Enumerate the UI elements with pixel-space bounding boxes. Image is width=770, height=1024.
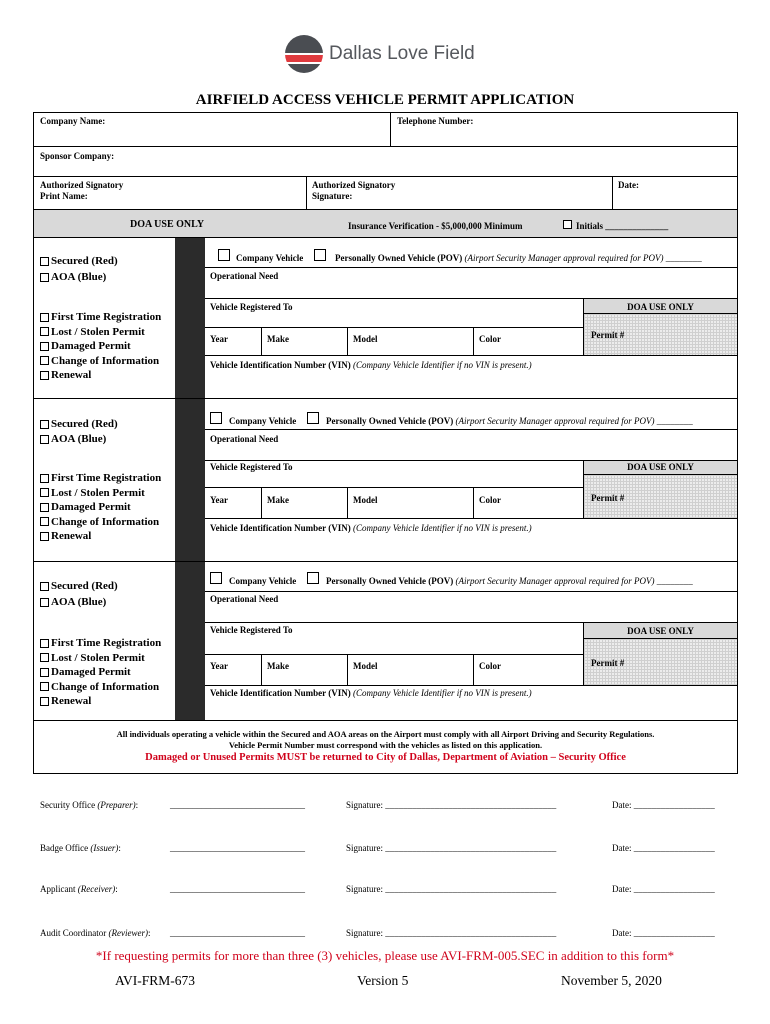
secured-option[interactable]: [40, 417, 118, 432]
year-label: Year: [210, 495, 228, 505]
initials-checkbox[interactable]: [563, 220, 572, 229]
lost-label: Lost / Stolen Permit: [51, 325, 145, 338]
damaged-label: Damaged Permit: [51, 340, 131, 352]
renewal-label: Renewal: [51, 369, 92, 381]
initials-label: Initials ______________: [576, 221, 669, 231]
name-line[interactable]: ______________________________: [170, 928, 305, 938]
role-label: Applicant (Receiver):: [40, 884, 118, 894]
secured-option[interactable]: [40, 579, 118, 594]
lost-label: Lost / Stolen Permit: [51, 486, 145, 499]
lost-option[interactable]: [40, 325, 145, 340]
secured-checkbox[interactable]: [40, 420, 49, 429]
model-label: Model: [353, 495, 378, 505]
role-label: Security Office (Preparer):: [40, 800, 139, 810]
name-line[interactable]: ______________________________: [170, 884, 305, 894]
pov-label: Personally Owned Vehicle (POV) (Airport Security Manager approval required for POV) ________: [335, 253, 702, 263]
company-vehicle-checkbox[interactable]: [218, 249, 230, 261]
date-label: Date:: [618, 180, 639, 190]
model-label: Model: [353, 661, 378, 671]
damaged-checkbox[interactable]: [40, 342, 49, 351]
first-time-label: First Time Registration: [51, 472, 162, 484]
color-label: Color: [479, 334, 501, 344]
notice-line-2: Vehicle Permit Number must correspond with the vehicles as listed on this application.: [228, 740, 543, 750]
registered-to-label: Vehicle Registered To: [210, 462, 293, 472]
aoa-label: AOA (Blue): [51, 433, 107, 445]
pov-checkbox[interactable]: [307, 412, 319, 424]
secured-option[interactable]: [40, 254, 118, 269]
damaged-label: Damaged Permit: [51, 501, 131, 513]
aoa-checkbox[interactable]: [40, 435, 49, 444]
signature-line[interactable]: Signature: ______________________________________: [346, 928, 557, 938]
lost-option[interactable]: [40, 486, 145, 501]
logo: [283, 33, 473, 75]
damaged-option[interactable]: [40, 500, 131, 515]
lost-label: Lost / Stolen Permit: [51, 651, 145, 664]
signature-line[interactable]: Signature: ______________________________________: [346, 884, 557, 894]
first-time-label: First Time Registration: [51, 311, 162, 323]
year-label: Year: [210, 334, 228, 344]
change-checkbox[interactable]: [40, 517, 49, 526]
first-time-option[interactable]: [40, 310, 161, 325]
aoa-label: AOA (Blue): [51, 271, 107, 283]
auth-print-label-2: Print Name:: [40, 191, 88, 201]
first-time-option[interactable]: [40, 636, 161, 651]
first-time-checkbox[interactable]: [40, 639, 49, 648]
insurance-label: Insurance Verification - $5,000,000 Minimum: [348, 221, 523, 231]
lost-option[interactable]: [40, 651, 145, 666]
signature-line[interactable]: Signature: ______________________________________: [346, 843, 557, 853]
pov-label: Personally Owned Vehicle (POV) (Airport Security Manager approval required for POV) ________: [326, 416, 693, 426]
company-name-label: Company Name:: [40, 116, 106, 126]
name-line[interactable]: ______________________________: [170, 843, 305, 853]
damaged-checkbox[interactable]: [40, 668, 49, 677]
company-vehicle-checkbox[interactable]: [210, 412, 222, 424]
company-vehicle-checkbox[interactable]: [210, 572, 222, 584]
change-checkbox[interactable]: [40, 356, 49, 365]
sponsor-company-label: Sponsor Company:: [40, 151, 115, 161]
operational-need-label: Operational Need: [210, 434, 279, 444]
registered-to-label: Vehicle Registered To: [210, 302, 293, 312]
notice-red: Damaged or Unused Permits MUST be returned to City of Dallas, Department of Aviation – Security Office: [145, 752, 626, 763]
permit-label: Permit #: [591, 493, 625, 503]
auth-sig-label-1: Authorized Signatory: [312, 180, 396, 190]
permit-label: Permit #: [591, 658, 625, 668]
make-label: Make: [267, 495, 289, 505]
page-title: AIRFIELD ACCESS VEHICLE PERMIT APPLICATION: [195, 92, 575, 108]
auth-sig-label-2: Signature:: [312, 191, 353, 201]
first-time-option[interactable]: [40, 471, 161, 486]
aoa-label: AOA (Blue): [51, 596, 107, 608]
telephone-label: Telephone Number:: [397, 116, 474, 126]
renewal-label: Renewal: [51, 695, 92, 707]
pov-checkbox[interactable]: [314, 249, 326, 261]
pov-checkbox[interactable]: [307, 572, 319, 584]
change-option[interactable]: [40, 680, 159, 695]
signature-line[interactable]: Signature: ______________________________________: [346, 800, 557, 810]
footer-note: *If requesting permits for more than three (3) vehicles, please use AVI-FRM-005.SEC in addition to this form*: [95, 948, 675, 963]
dallas-love-field-logo-icon: [283, 33, 325, 75]
version: Version 5: [357, 973, 409, 988]
secured-label: Secured (Red): [51, 580, 118, 592]
renewal-checkbox[interactable]: [40, 697, 49, 706]
secured-checkbox[interactable]: [40, 257, 49, 266]
aoa-option[interactable]: [40, 595, 106, 610]
doa-use-only-label: DOA USE ONLY: [130, 219, 205, 230]
lost-checkbox[interactable]: [40, 653, 49, 662]
company-vehicle-label: Company Vehicle: [229, 416, 297, 426]
name-line[interactable]: ______________________________: [170, 800, 305, 810]
first-time-checkbox[interactable]: [40, 474, 49, 483]
vin-label: Vehicle Identification Number (VIN) (Company Vehicle Identifier if no VIN is present.): [210, 688, 532, 698]
doa-use-only-small: DOA USE ONLY: [627, 302, 694, 312]
role-label: Badge Office (Issuer):: [40, 843, 121, 853]
pov-label: Personally Owned Vehicle (POV) (Airport Security Manager approval required for POV) ________: [326, 576, 693, 586]
doa-use-only-small: DOA USE ONLY: [627, 462, 694, 472]
renewal-checkbox[interactable]: [40, 371, 49, 380]
secured-checkbox[interactable]: [40, 582, 49, 591]
model-label: Model: [353, 334, 378, 344]
change-checkbox[interactable]: [40, 682, 49, 691]
renewal-option[interactable]: [40, 694, 91, 709]
color-label: Color: [479, 495, 501, 505]
damaged-label: Damaged Permit: [51, 666, 131, 678]
form-id: AVI-FRM-673: [115, 973, 196, 988]
brand-name: Dallas Love Field: [329, 43, 475, 64]
damaged-checkbox[interactable]: [40, 503, 49, 512]
make-label: Make: [267, 334, 289, 344]
doa-use-only-small: DOA USE ONLY: [627, 626, 694, 636]
change-option[interactable]: [40, 354, 159, 369]
vin-label: Vehicle Identification Number (VIN) (Company Vehicle Identifier if no VIN is present.): [210, 523, 532, 533]
change-label: Change of Information: [51, 354, 160, 367]
secured-label: Secured (Red): [51, 255, 118, 267]
year-label: Year: [210, 661, 228, 671]
date-line[interactable]: Date: __________________: [612, 843, 715, 853]
change-option[interactable]: [40, 515, 159, 530]
aoa-checkbox[interactable]: [40, 273, 49, 282]
date-line[interactable]: Date: __________________: [612, 928, 715, 938]
lost-checkbox[interactable]: [40, 327, 49, 336]
vin-label: Vehicle Identification Number (VIN) (Company Vehicle Identifier if no VIN is present.): [210, 360, 532, 370]
first-time-checkbox[interactable]: [40, 313, 49, 322]
operational-need-label: Operational Need: [210, 271, 279, 281]
damaged-option[interactable]: [40, 665, 131, 680]
renewal-option[interactable]: [40, 368, 91, 383]
make-label: Make: [267, 661, 289, 671]
change-label: Change of Information: [51, 515, 160, 528]
date-line[interactable]: Date: __________________: [612, 884, 715, 894]
notice-line-1: All individuals operating a vehicle within the Secured and AOA areas on the Airport must comply with all Airport Driving and Security Regulations.: [116, 729, 655, 739]
renewal-option[interactable]: [40, 529, 91, 544]
first-time-label: First Time Registration: [51, 637, 162, 649]
renewal-checkbox[interactable]: [40, 532, 49, 541]
aoa-option[interactable]: [40, 270, 106, 285]
role-label: Audit Coordinator (Reviewer):: [40, 928, 151, 938]
form-date: November 5, 2020: [561, 973, 662, 988]
permit-label: Permit #: [591, 330, 625, 340]
color-label: Color: [479, 661, 501, 671]
auth-print-label-1: Authorized Signatory: [40, 180, 124, 190]
secured-label: Secured (Red): [51, 418, 118, 430]
operational-need-label: Operational Need: [210, 594, 279, 604]
lost-checkbox[interactable]: [40, 488, 49, 497]
renewal-label: Renewal: [51, 530, 92, 542]
date-line[interactable]: Date: __________________: [612, 800, 715, 810]
registered-to-label: Vehicle Registered To: [210, 625, 293, 635]
aoa-checkbox[interactable]: [40, 598, 49, 607]
company-vehicle-label: Company Vehicle: [236, 253, 304, 263]
damaged-option[interactable]: [40, 339, 131, 354]
company-vehicle-label: Company Vehicle: [229, 576, 297, 586]
change-label: Change of Information: [51, 680, 160, 693]
aoa-option[interactable]: [40, 432, 106, 447]
